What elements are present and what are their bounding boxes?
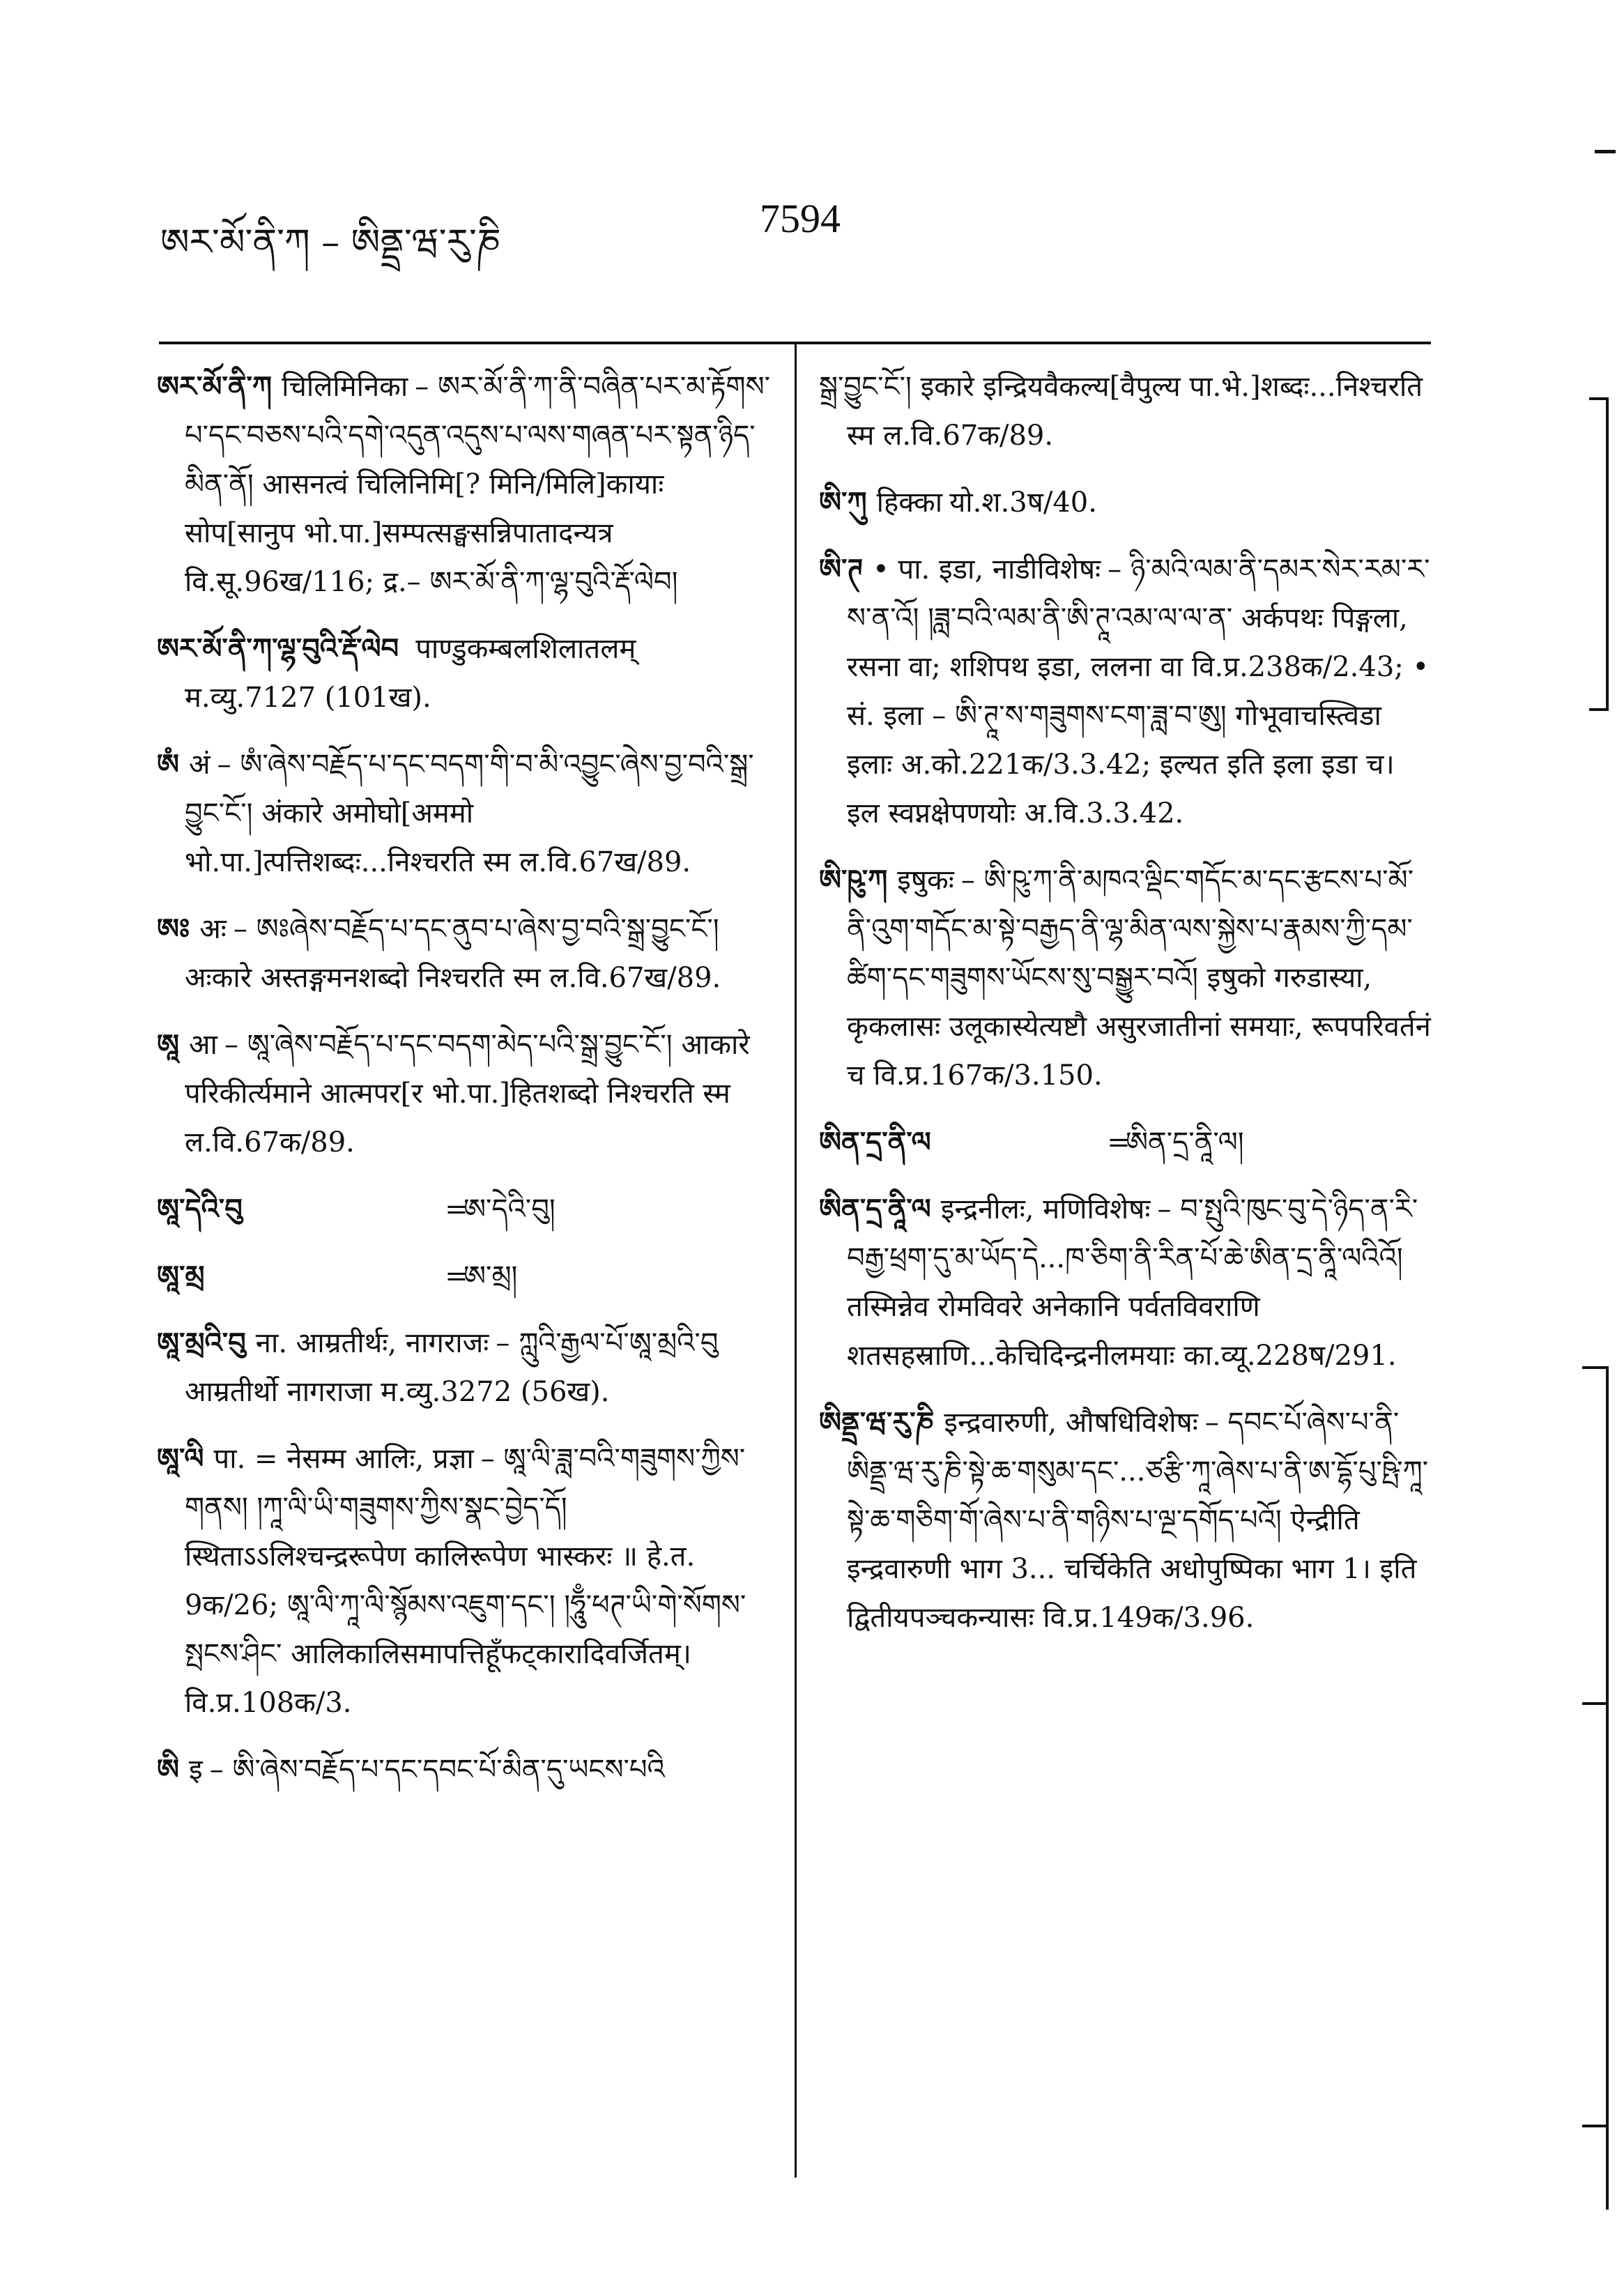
headword: ཨར་མོ་ནི་ཀ [157, 370, 273, 403]
dictionary-entry [819, 1185, 1432, 1380]
scan-margin-marks [1568, 0, 1624, 2287]
xref-target: ཨ་མྲ། [464, 1260, 518, 1292]
dictionary-entry [157, 625, 770, 722]
left-column [157, 362, 770, 1812]
entry-text: – ཨཱ་ལི་ཟླ་བའི་གཟུགས་ཀྱིས་གནས། །ཀཱ་ལི་ཡི་གཟུགས་ཀྱིས་སྣང་བྱེད་དོ། स्थिताऽऽलिश्चन्द्ररूपेण कालिरूपेण भास्करः ॥ हे.त. 9क/26; ཨཱ་ལི་ཀཱ་ལི་སྙོམས་འཇུག་དང་། །ཧཱུྃ་ཕཊ་ཡི་གེ་སོགས་སྤངས་ཤིང་ आलिकालिसमापत्तिहूँफट्कारादिवर्जितम्। वि.प्र.108क/3. [185, 1443, 746, 1719]
cross-reference [157, 1185, 770, 1234]
dictionary-entry [157, 362, 770, 606]
column-divider [795, 344, 797, 2178]
entry-text: – ཨཿཞེས་བརྗོད་པ་དང་ནུབ་པ་ཞེས་བྱ་བའི་སྒྲ་བྱུང་ངོ༌། अःकारे अस्तङ्गमनशब्दो निश्चरति स्म ल.वि.67ख/89. [185, 913, 721, 994]
margin-tick [1589, 708, 1609, 711]
dictionary-entry [157, 1745, 770, 1794]
gloss: अं [189, 749, 210, 781]
headword: ཨཱ་མྲའི་བུ [157, 1326, 246, 1359]
margin-tick [1582, 1702, 1607, 1705]
dictionary-entry [157, 1319, 770, 1416]
headword: ཨི་ཥུ་ཀ [819, 864, 888, 896]
margin-tick [1589, 397, 1609, 400]
cross-reference [819, 1118, 1432, 1167]
entry-text: – ཀླུའི་རྒྱལ་པོ་ཨཱ་མྲའི་བུ आम्रतीर्थो नागराजा म.व्यु.3272 (56ख). [185, 1327, 719, 1408]
entry-text: – དབང་པོ་ཞེས་པ་ནི་ཨིནྡྲ་ཝ་རུ་ཎི་སྟེ་ཆ་གསུམ་དང་...ཙརྩི་ཀཱ་ཞེས་པ་ནི་ཨ་དྷོ་པུ་ཥྤི་ཀཱ་སྟེ་ཆ་གཅིག་གོ་ཞེས་པ་ནི་གཉིས་པ་ལྔ་དགོད་པའོ། ऐन्द्रीति इन्द्रवारुणी भाग 3... चर्चिकेति अधोपुष्पिका भाग 1। इति द्वितीयपञ्चकन्यासः वि.प्र.149क/3.96. [847, 1407, 1429, 1634]
gloss: इ [189, 1754, 203, 1786]
headword: ཨཿ [157, 912, 190, 945]
entry-text: – ཨཱ་ཞེས་བརྗོད་པ་དང་བདག་མེད་པའི་སྒྲ་བྱུང་ངོ༌། आकारे परिकीर्त्यमाने आत्मपर[र भो.पा.]हितशब्दो निश्चरति स्म ल.वि.67क/89. [185, 1029, 750, 1158]
dictionary-entry [819, 1398, 1432, 1642]
gloss: इन्द्रनीलः, मणिविशेषः [940, 1193, 1151, 1225]
headword: ཨི་ཀུ [819, 486, 867, 519]
gloss: अः [199, 913, 227, 945]
equals-sign: = [1107, 1126, 1131, 1158]
margin-bracket [1606, 1366, 1609, 2210]
dictionary-entry [157, 1020, 770, 1167]
headword: ཨིན་དྲ་ནཱི་ལ [819, 1193, 931, 1225]
gloss: पा. = नेसम्म आलिः, प्रज्ञा [213, 1443, 474, 1475]
gloss: इन्द्रवारुणी, औषधिविशेषः [944, 1407, 1198, 1439]
entry-text: पाण्डुकम्बलशिलातलम् म.व्यु.7127 (101ख). [185, 633, 636, 714]
cross-reference [157, 1252, 770, 1301]
dictionary-entry [819, 478, 1432, 527]
entry-text: – ཨི་ཞེས་བརྗོད་པ་དང་དབང་པོ་མིན་དུ་ཡངས་པའི [209, 1754, 665, 1786]
headword: ཨར་མོ་ནི་ཀ་ལྷ་བུའི་རྡོ་ལེབ [157, 632, 399, 665]
gloss: आ [189, 1029, 217, 1061]
dictionary-entry [819, 545, 1432, 838]
gloss: • पा. इडा, नाडीविशेषः [873, 553, 1101, 586]
entry-text: – ཨཾ་ཞེས་བརྗོད་པ་དང་བདག་གི་བ་མི་འབྱུང་ཞེས་བྱ་བའི་སྒྲ་བྱུང་ངོ༌། अंकारे अमोघो[अममो भो.पा.]त्पत्तिशब्दः...निश्चरति स्म ल.वि.67ख/89. [185, 749, 754, 878]
headword: ཨཱ་མྲ [157, 1260, 205, 1292]
gloss: ना. आम्रतीर्थः, नागराजः [255, 1327, 489, 1359]
dictionary-entry [819, 856, 1432, 1100]
entry-text: – ཨར་མོ་ནི་ཀ་ནི་བཞིན་པར་མ་རྟོགས་པ་དང་བཅས་པའི་དགེ་འདུན་འདུས་པ་ལས་གཞན་པར་སྟན་ཉིད་མིན་ནོ། आसनत्वं चिलिनिमि[? मिनि/मिलि]कायाः सोप[सानुप भो.पा.]सम्पत्सङ्घसन्निपातादन्यत्र वि.सू.96ख/116; द्र.– ཨར་མོ་ནི་ཀ་ལྷ་བུའི་རྡོ་ལེབ། [185, 371, 770, 598]
headword: ཨཱ་དེའི་བུ [157, 1193, 243, 1225]
headword: ཨི [157, 1753, 180, 1786]
equals-sign: = [445, 1193, 468, 1225]
dictionary-entry [157, 740, 770, 887]
headword: ཨཾ [157, 748, 180, 781]
equals-sign: = [445, 1260, 468, 1292]
margin-tick [1582, 2125, 1607, 2127]
margin-bracket [1606, 397, 1609, 711]
headword: ཨིནྡྲ་ཝ་རུ་ཎི [819, 1406, 935, 1439]
entry-text: – ཉི་མའི་ལམ་ནི་དམར་སེར་རམ་ར་ས་ན་འོ། །ཟླ་བའི་ལམ་ནི་ཨི་ཊཱ་འམ་ལ་ལ་ན་ अर्कपथः पिङ्गला, रसना वा; शशिपथ इडा, ललना वा वि.प्र.238क/2.43; • सं. इला – ཨི་ཊཱ་ས་གཟུགས་ངག་ཟླ་བ་ཨུ། गोभूवाचस्त्विडा इलाः अ.को.221क/3.3.42; इल्यत इति इला इडा च। इल स्वप्नक्षेपणयोः अ.वि.3.3.42. [847, 553, 1430, 829]
entry-text: यो.श.3ष/40. [949, 487, 1097, 519]
margin-tick [1582, 1366, 1607, 1369]
entry-text: – ཨི་ཥུ་ཀ་ནི་མཁའ་ལྡིང་གདོང་མ་དང་རྩངས་པ་མོ་ནི་འུག་གདོང་མ་སྟེ་བརྒྱད་ནི་ལྷ་མིན་ལས་སྐྱེས་པ་རྣམས་ཀྱི་དམ་ཚིག་དང་གཟུགས་ཡོངས་སུ་བསྒྱུར་བའོ། इषुको गरुडास्या, कृकलासः उलूकास्येत्यष्टौ असुरजातीनां समयाः, रूपपरिवर्तनं च वि.प्र.167क/3.150. [847, 864, 1431, 1092]
gloss: चिलिमिनिका [282, 371, 408, 403]
right-column [819, 362, 1432, 1660]
dictionary-entry [157, 1435, 770, 1727]
xref-target: ཨིན་དྲ་ནཱི་ལ། [1126, 1126, 1244, 1158]
entry-text: སྒྲ་བྱུང་ངོ༌། इकारे इन्द्रियवैकल्य[वैपुल्य पा.भे.]शब्दः...निश्चरति स्म ल.वि.67क/89. [819, 371, 1423, 452]
headword: ཨཱ [157, 1028, 180, 1061]
running-head: ཨར་མོ་ནི་ཀ – ཨིནྡྲ་ཝ་རུ་ཎི [160, 222, 501, 263]
page-number: 7594 [760, 196, 841, 241]
entry-continuation [819, 362, 1432, 460]
gloss: इषुकः [897, 864, 954, 896]
entry-text: – བ་སྤུའི་ཁུང་བུ་དེ་ཉིད་ན་རི་བརྒྱ་ཕྲག་དུ་མ་ཡོད་དེ...ཁ་ཅིག་ནི་རིན་པོ་ཆེ་ཨིན་དྲ་ནཱི་ལའིའོ། तस्मिन्नेव रोमविवरे अनेकानि पर्वतविवराणि शतसहस्राणि...केचिदिन्द्रनीलमयाः का.व्यू.228ष/291. [847, 1193, 1418, 1372]
dictionary-entry [157, 905, 770, 1002]
xref-target: ཨ་དེའི་བུ། [464, 1193, 556, 1225]
page-header [160, 195, 1436, 263]
headword: ཨིན་དྲ་ནི་ལ [819, 1126, 931, 1158]
headword: ཨི་ཊ [819, 553, 864, 586]
headword: ཨཱ་ལི [157, 1442, 204, 1475]
margin-tick [1595, 150, 1616, 153]
gloss: हिक्का [876, 487, 943, 519]
